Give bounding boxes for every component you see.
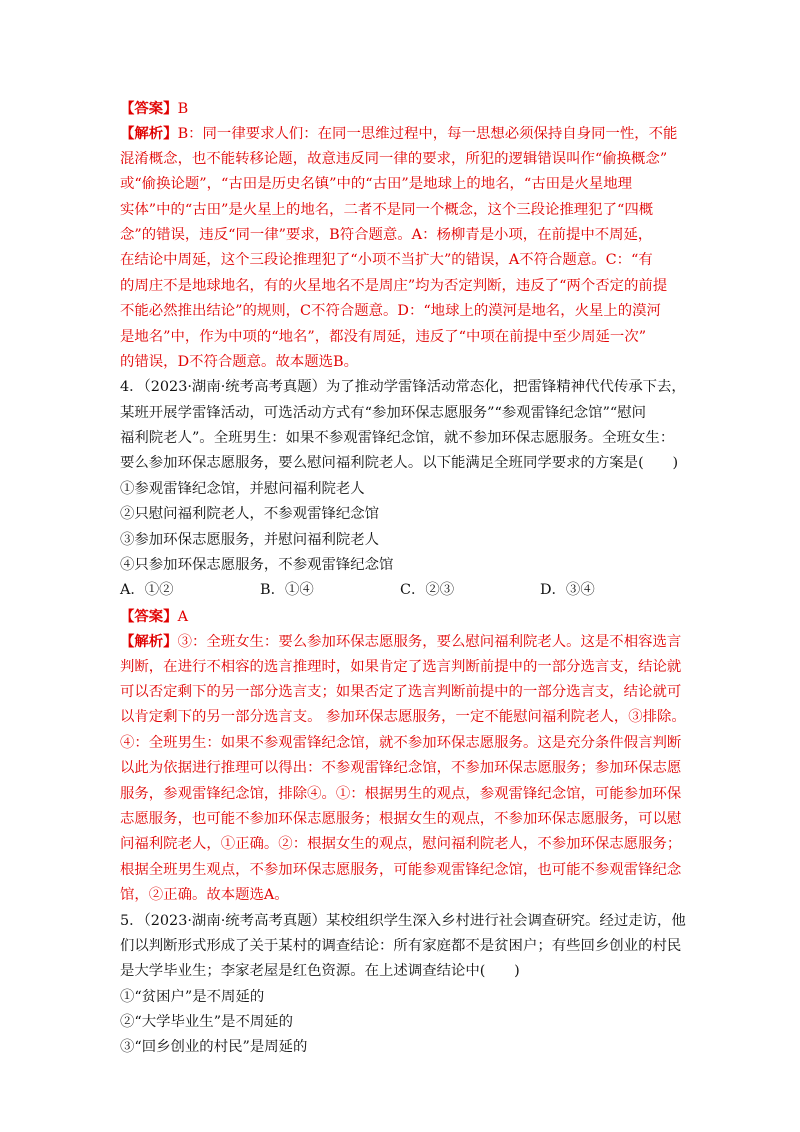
q3-analysis-line: 是地名”中，作为中项的“地名”，都没有周延，违反了“中项在前提中至少周延一次” [120, 328, 647, 345]
q3-analysis-line: 混淆概念，也不能转移论题，故意违反同一律的要求，所犯的逻辑错误叫作“偷换概念” [120, 150, 668, 167]
q4-item: ③参加环保志愿服务，并慰问福利院老人 [120, 531, 380, 548]
q4-analysis-line: 以此为依据进行推理可以得出：不参观雷锋纪念馆，不参加环保志愿服务；参加环保志愿 [120, 760, 682, 777]
q5-stem-line: 们以判断形式形成了关于某村的调查结论：所有家庭都不是贫困户；有些回乡创业的村民 [120, 937, 682, 954]
q4-analysis-text: ③：全班女生：要么参加环保志愿服务，要么慰问福利院老人。这是不相容选言 [177, 634, 682, 651]
q4-stem-line: 4．（2023·湖南·统考高考真题）为了推动学雷锋活动常态化，把雷锋精神代代传承下去， [120, 379, 686, 396]
q4-item: ④只参加环保志愿服务，不参观雷锋纪念馆 [120, 557, 394, 574]
q4-option-a: A．①② [120, 582, 174, 599]
q4-analysis-line: 根据全班男生观点，不参加环保志愿服务，可能参观雷锋纪念馆，也可能不参观雷锋纪念 [120, 861, 682, 878]
q3-answer-label: 【答案】 [120, 100, 178, 117]
q4-option-c: C．②③ [400, 582, 455, 599]
q4-item: ①参观雷锋纪念馆，并慰问福利院老人 [120, 480, 365, 497]
q4-analysis-label: 【解析】 [120, 633, 178, 651]
q4-answer-line [120, 604, 686, 629]
q4-analysis-line: 判断，在进行不相容的选言推理时，如果肯定了选言判断前提中的一部分选言支，结论就 [120, 658, 682, 675]
q4-analysis-line [120, 629, 686, 654]
q3-analysis-text: B：同一律要求人们：在同一思维过程中，每一思想必须保持自身同一性，不能 [177, 126, 678, 143]
q4-option-d: D．③④ [540, 582, 595, 599]
q4-stem-line: 某班开展学雷锋活动，可选活动方式有“参加环保志愿服务”“参观雷锋纪念馆”“慰问 [120, 404, 647, 421]
q4-analysis-line: 服务，参观雷锋纪念馆，排除④。①：根据男生的观点，参观雷锋纪念馆，可能参加环保 [120, 785, 682, 802]
q5-item: ①“贫困户”是不周延的 [120, 988, 265, 1005]
q4-options [120, 578, 686, 603]
q5-stem-line: 5．（2023·湖南·统考高考真题）某校组织学生深入乡村进行社会调查研究。经过走访，他 [120, 912, 686, 929]
q3-answer-line [120, 96, 686, 121]
q4-analysis-line: 以肯定剩下的另一部分选言支。 参加环保志愿服务，一定不能慰问福利院老人，③排除。 [120, 709, 686, 726]
q3-analysis-line [120, 121, 686, 146]
q4-analysis-line: 可以否定剩下的另一部分选言支；如果否定了选言判断前提中的一部分选言支，结论就可 [120, 683, 682, 700]
q4-option-b: B．①④ [260, 582, 314, 599]
q4-analysis-line: 馆，②正确。故本题选A。 [120, 887, 289, 904]
page-content [120, 96, 686, 1061]
q3-analysis-line: 的错误，D不符合题意。故本题选B。 [120, 353, 358, 370]
q3-analysis-label: 【解析】 [120, 125, 178, 143]
q3-analysis-line: 念”的错误，违反“同一律”要求，B符合题意。A：杨柳青是小项，在前提中不周延， [120, 226, 653, 243]
q5-item: ②“大学毕业生”是不周延的 [120, 1014, 294, 1031]
q4-stem-line: 福利院老人”。全班男生：如果不参观雷锋纪念馆，就不参加环保志愿服务。全班女生： [120, 430, 675, 447]
q4-item: ②只慰问福利院老人，不参观雷锋纪念馆 [120, 506, 380, 523]
q4-analysis-line: 问福利院老人，①正确。②：根据女生的观点，慰问福利院老人，不参加环保志愿服务； [120, 836, 682, 853]
q5-item: ③“回乡创业的村民”是周延的 [120, 1039, 308, 1056]
q4-answer-value: A [177, 608, 188, 625]
q3-analysis-line: 或“偷换论题”，“古田是历史名镇”中的“古田”是地球上的地名，“古田是火星地理 [120, 176, 633, 193]
q3-analysis-line: 在结论中周延，这个三段论推理犯了“小项不当扩大”的错误，A不符合题意。C：“有 [120, 252, 653, 269]
q4-stem-line: 要么参加环保志愿服务，要么慰问福利院老人。以下能满足全班同学要求的方案是( ) [120, 455, 679, 472]
q3-answer-value: B [177, 101, 189, 117]
q4-analysis-line: 志愿服务，也可能不参加环保志愿服务；根据女生的观点，不参加环保志愿服务，可以慰 [120, 810, 682, 827]
q3-analysis-line: 实体”中的“古田”是火星上的地名，二者不是同一个概念，这个三段论推理犯了“四概 [120, 201, 654, 218]
q3-analysis-line: 的周庄不是地球地名，有的火星地名不是周庄”均为否定判断，违反了“两个否定的前提 [120, 277, 668, 294]
q4-answer-label: 【答案】 [120, 607, 178, 625]
q3-analysis-line: 不能必然推出结论”的规则，C不符合题意。D：“地球上的漠河是地名，火星上的漠河 [120, 303, 661, 320]
q5-stem-line: 是大学毕业生；李家老屋是红色资源。在上述调查结论中( ) [120, 963, 520, 980]
q4-analysis-line: ④：全班男生：如果不参观雷锋纪念馆，就不参加环保志愿服务。这是充分条件假言判断 [120, 734, 682, 751]
